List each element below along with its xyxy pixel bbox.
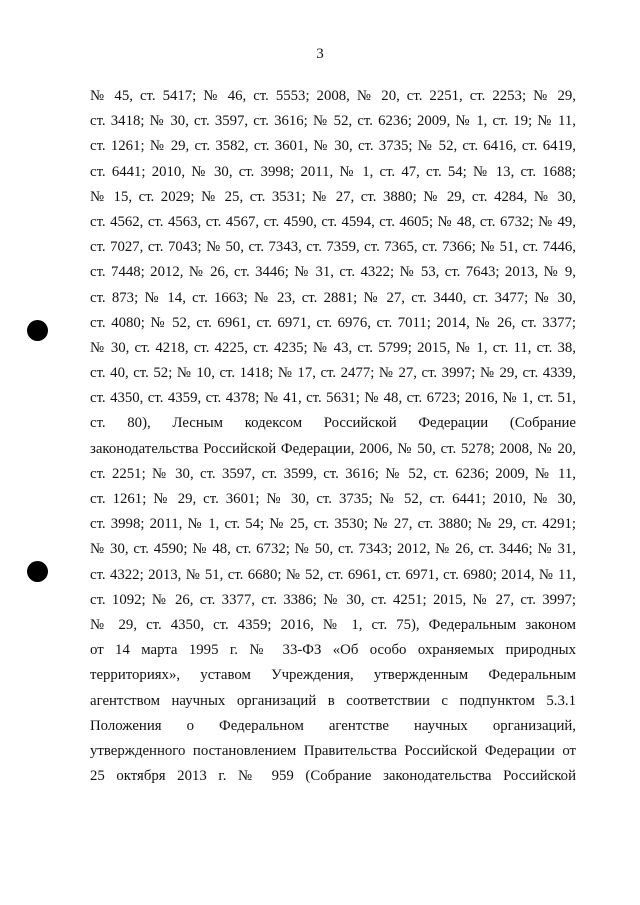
page-number: 3 [316, 46, 324, 62]
punch-hole-mark-bottom [27, 561, 48, 582]
text-line: утвержденного постановлением Правительства Российской Федерации от [90, 742, 576, 759]
text-line: ст. 7448; 2012, № 26, ст. 3446; № 31, ст. 4322; № 53, ст. 7643; 2013, № 9, [90, 264, 576, 281]
text-line: ст. 6441; 2010, № 30, ст. 3998; 2011, № 1, ст. 47, ст. 54; № 13, ст. 1688; [90, 163, 576, 180]
text-line: № 30, ст. 4218, ст. 4225, ст. 4235; № 43, ст. 5799; 2015, № 1, ст. 11, ст. 38, [90, 339, 576, 356]
text-line: ст. 4562, ст. 4563, ст. 4567, ст. 4590, ст. 4594, ст. 4605; № 48, ст. 6732; № 49, [90, 213, 576, 230]
text-line: ст. 7027, ст. 7043; № 50, ст. 7343, ст. 7359, ст. 7365, ст. 7366; № 51, ст. 7446, [90, 239, 576, 256]
text-line: ст. 4080; № 52, ст. 6961, ст. 6971, ст. 6976, ст. 7011; 2014, № 26, ст. 3377; [90, 314, 576, 331]
punch-hole-mark-top [27, 320, 48, 341]
text-line: ст. 873; № 14, ст. 1663; № 23, ст. 2881; № 27, ст. 3440, ст. 3477; № 30, [90, 289, 576, 306]
text-line: Положения о Федеральном агентстве научных организаций, [90, 717, 576, 734]
text-line: ст. 40, ст. 52; № 10, ст. 1418; № 17, ст. 2477; № 27, ст. 3997; № 29, ст. 4339, [90, 365, 576, 382]
text-line: 25 октября 2013 г. № 959 (Собрание законодательства Российской [90, 768, 576, 785]
text-line: ст. 4350, ст. 4359, ст. 4378; № 41, ст. 5631; № 48, ст. 6723; 2016, № 1, ст. 51, [90, 390, 576, 407]
text-line: ст. 4322; 2013, № 51, ст. 6680; № 52, ст. 6961, ст. 6971, ст. 6980; 2014, № 11, [90, 566, 576, 583]
text-line: от 14 марта 1995 г. № 33-ФЗ «Об особо охраняемых природных [90, 642, 576, 659]
text-line: № 15, ст. 2029; № 25, ст. 3531; № 27, ст. 3880; № 29, ст. 4284, № 30, [90, 188, 576, 205]
text-line: ст. 80), Лесным кодексом Российской Федерации (Собрание [90, 415, 576, 432]
text-line: агентством научных организаций в соответствии с подпунктом 5.3.1 [90, 692, 576, 709]
text-line: ст. 1261; № 29, ст. 3582, ст. 3601, № 30, ст. 3735; № 52, ст. 6416, ст. 6419, [90, 138, 576, 155]
text-line: № 30, ст. 4590; № 48, ст. 6732; № 50, ст. 7343; 2012, № 26, ст. 3446; № 31, [90, 541, 576, 558]
text-line: ст. 1261; № 29, ст. 3601; № 30, ст. 3735; № 52, ст. 6441; 2010, № 30, [90, 491, 576, 507]
text-line: ст. 3998; 2011, № 1, ст. 54; № 25, ст. 3530; № 27, ст. 3880; № 29, ст. 4291; [90, 516, 576, 533]
text-line: территориях», уставом Учреждения, утвержденным Федеральным [90, 667, 576, 684]
text-line: законодательства Российской Федерации, 2006, № 50, ст. 5278; 2008, № 20, [90, 440, 576, 457]
document-body [90, 84, 576, 789]
text-line: ст. 1092; № 26, ст. 3377, ст. 3386; № 30, ст. 4251; 2015, № 27, ст. 3997; [90, 591, 576, 608]
text-line: № 29, ст. 4350, ст. 4359; 2016, № 1, ст. 75), Федеральным законом [90, 616, 576, 633]
text-line: ст. 3418; № 30, ст. 3597, ст. 3616; № 52, ст. 6236; 2009, № 1, ст. 19; № 11, [90, 113, 576, 130]
text-line: № 45, ст. 5417; № 46, ст. 5553; 2008, № 20, ст. 2251, ст. 2253; № 29, [90, 88, 576, 104]
text-line: ст. 2251; № 30, ст. 3597, ст. 3599, ст. 3616; № 52, ст. 6236; 2009, № 11, [90, 465, 576, 482]
